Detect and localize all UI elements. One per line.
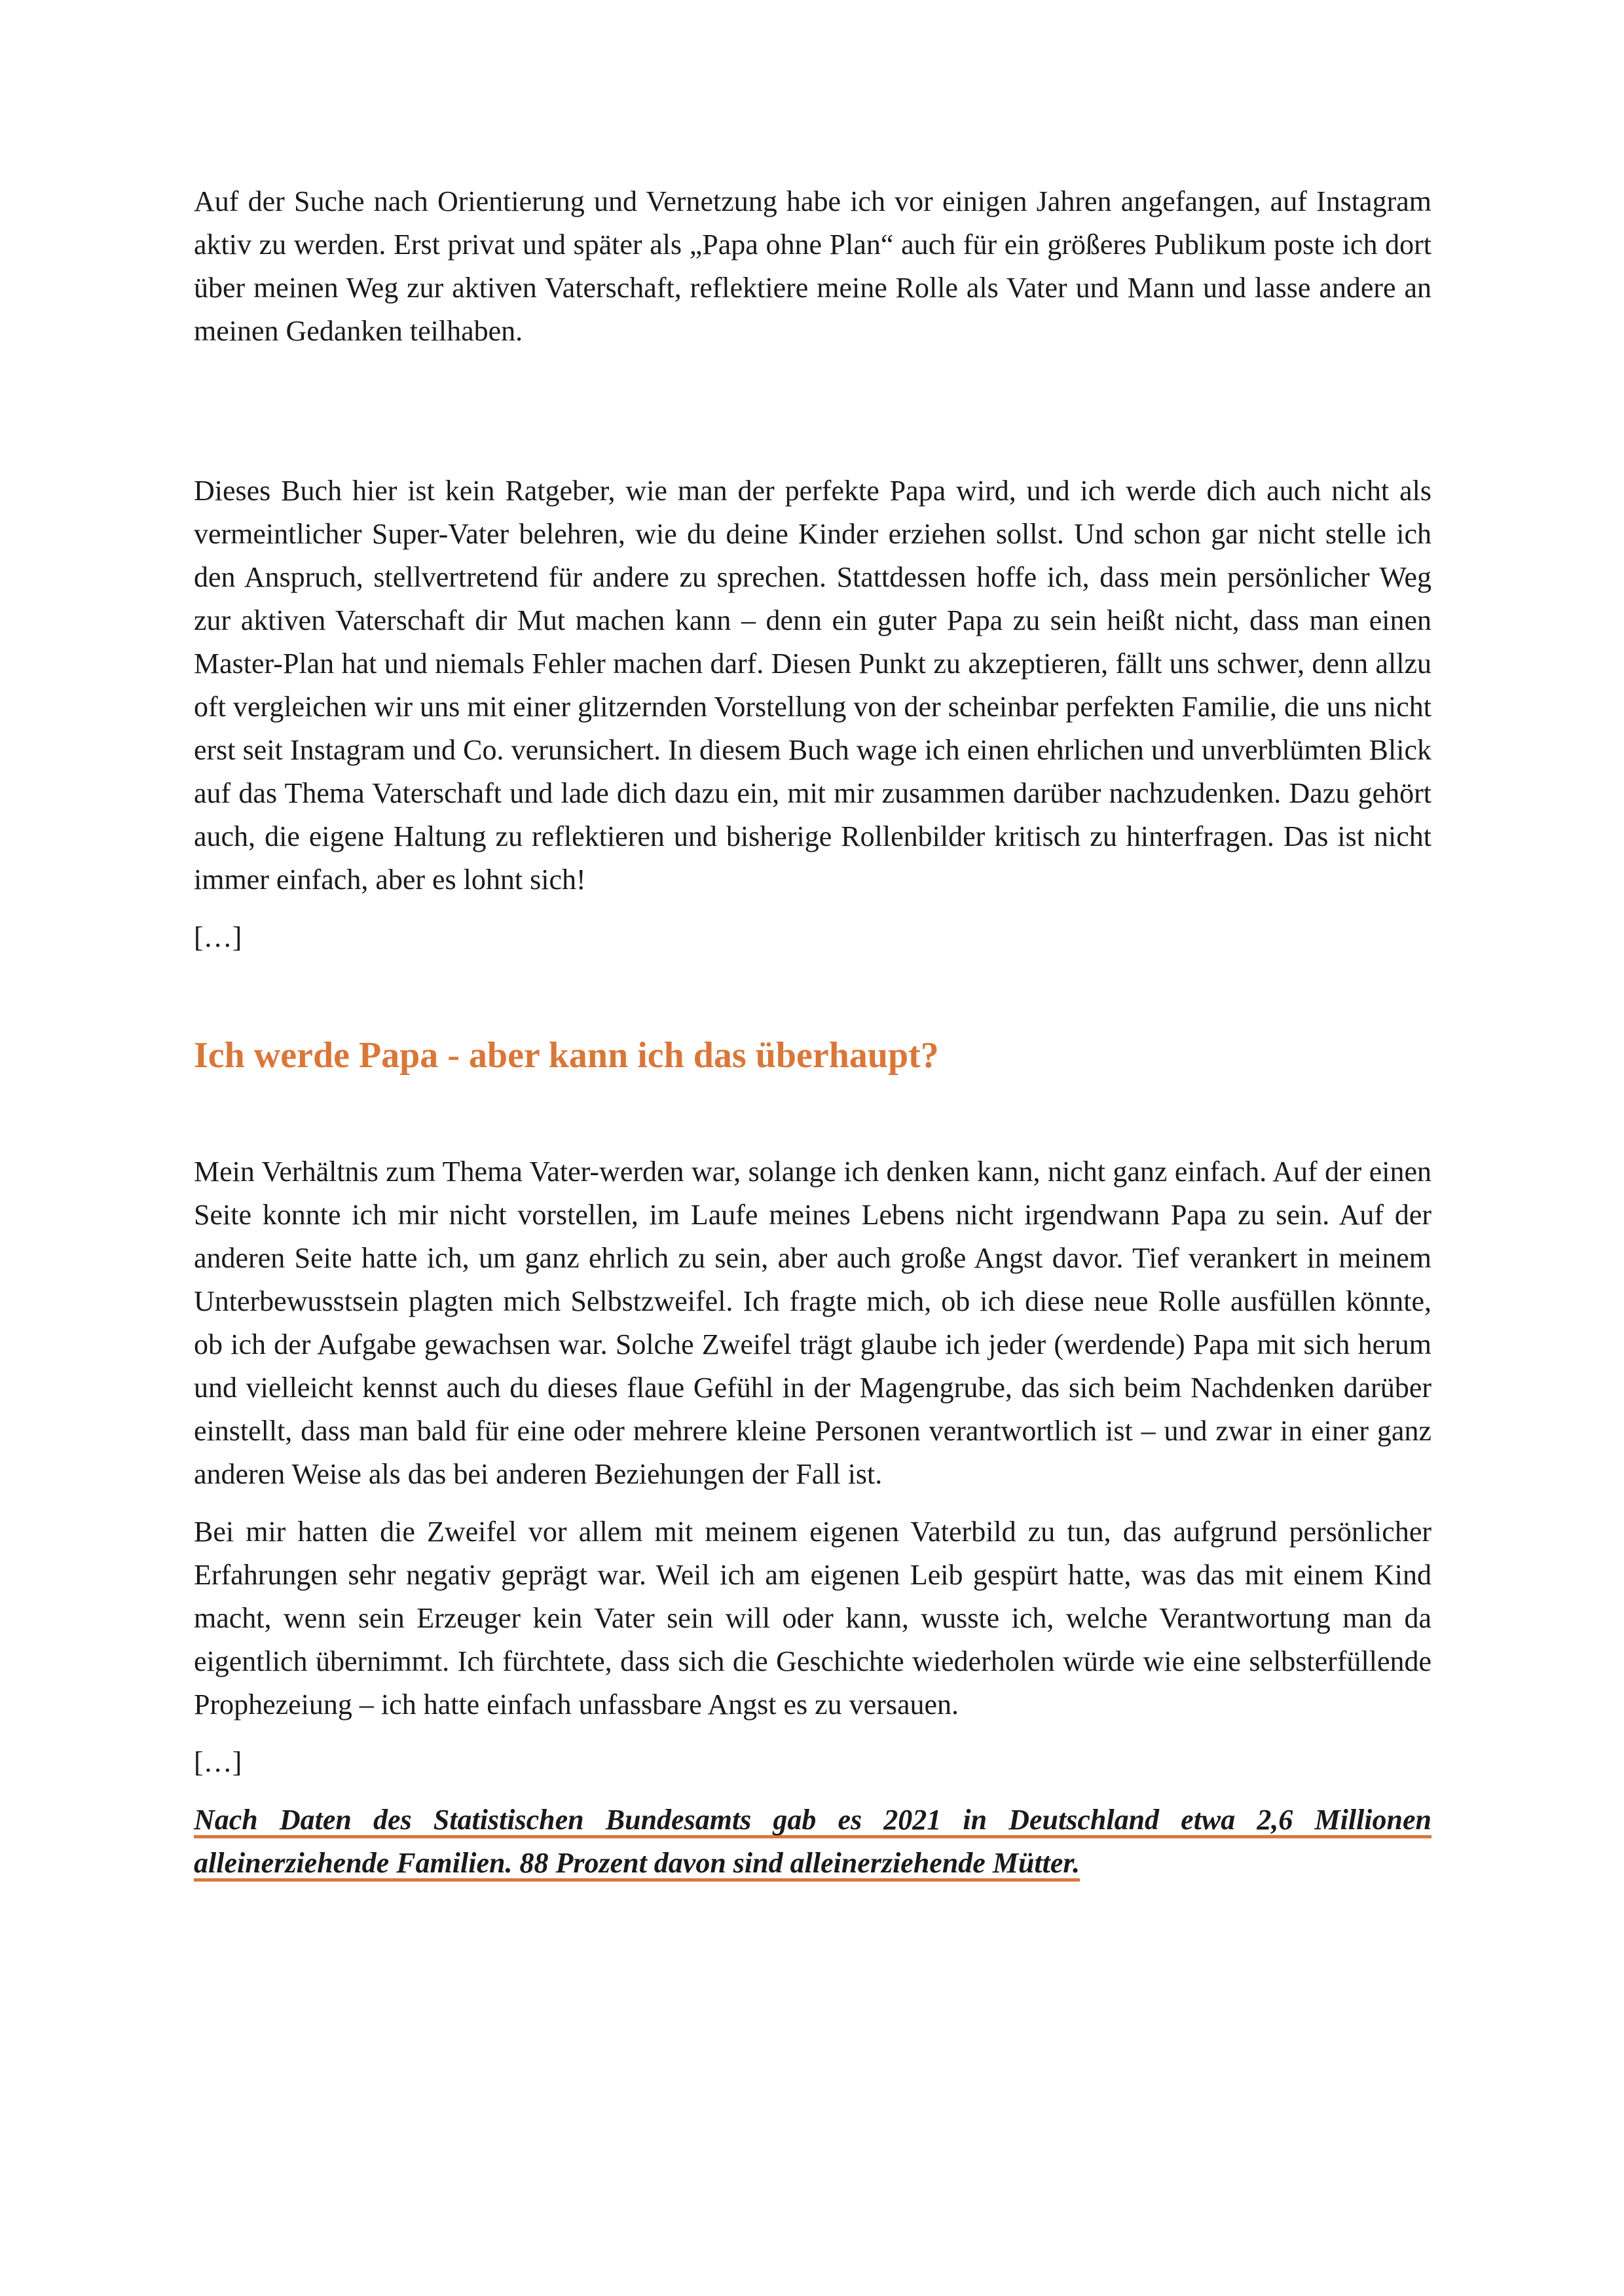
statistics-highlight [194,1798,1431,1885]
omission-marker-2: […] [194,1746,242,1778]
statistics-highlight-text: Nach Daten des Statistischen Bundesamts gab es 2021 in Deutschland etwa 2,6 Millionen alleinerziehende Familien. 88 Prozent davon sind alleinerziehende Mütter. [194,1804,1431,1879]
intro-paragraph: Auf der Suche nach Orientierung und Vernetzung habe ich vor einigen Jahren angefangen, auf Instagram aktiv zu werden. Erst privat und später als „Papa ohne Plan“ auch für ein größeres Publikum poste ich dort über meinen Weg zur aktiven Vaterschaft, reflektiere meine Rolle als Vater und Mann und lasse andere an meinen Gedanken teilhaben. [194,185,1431,347]
book-purpose-paragraph: Dieses Buch hier ist kein Ratgeber, wie man der perfekte Papa wird, und ich werde dich auch nicht als vermeintlicher Super-Vater belehren, wie du deine Kinder erziehen sollst. Und schon gar nicht stelle ich den Anspruch, stellvertretend für andere zu sprechen. Stattdessen hoffe ich, dass mein persönlicher Weg zur aktiven Vaterschaft dir Mut machen kann – denn ein guter Papa zu sein heißt nicht, dass man einen Master-Plan hat und niemals Fehler machen darf. Diesen Punkt zu akzeptieren, fällt uns schwer, denn allzu oft vergleichen wir uns mit einer glitzernden Vorstellung von der scheinbar perfekten Familie, die uns nicht erst seit Instagram und Co. verunsichert. In diesem Buch wage ich einen ehrlichen und unverblümten Blick auf das Thema Vaterschaft und lade dich dazu ein, mit mir zusammen darüber nachzudenken. Dazu gehört auch, die eigene Haltung zu reflektieren und bisherige Rollenbilder kritisch zu hinterfragen. Das ist nicht immer einfach, aber es lohnt sich! [194,475,1431,896]
fatherhood-doubts-paragraph: Mein Verhältnis zum Thema Vater-werden war, solange ich denken kann, nicht ganz einfach. Auf der einen Seite konnte ich mir nicht vorstellen, im Laufe meines Lebens nicht irgendwann Papa zu sein. Auf der anderen Seite hatte ich, um ganz ehrlich zu sein, aber auch große Angst davor. Tief verankert in meinem Unterbewusstsein plagten mich Selbstzweifel. Ich fragte mich, ob ich diese neue Rolle ausfüllen könnte, ob ich der Aufgabe gewachsen war. Solche Zweifel trägt glaube ich jeder (werdende) Papa mit sich herum und vielleicht kennst auch du dieses flaue Gefühl in der Magengrube, das sich beim Nachdenken darüber einstellt, dass man bald für eine oder mehrere kleine Personen verantwortlich ist – und zwar in einer ganz anderen Weise als das bei anderen Beziehungen der Fall ist. [194,1156,1431,1490]
document-page [194,180,1431,1885]
father-image-paragraph: Bei mir hatten die Zweifel vor allem mit meinem eigenen Vaterbild zu tun, das aufgrund persönlicher Erfahrungen sehr negativ geprägt war. Weil ich am eigenen Leib gespürt hatte, was das mit einem Kind macht, wenn sein Erzeuger kein Vater sein will oder kann, wusste ich, welche Verantwortung man da eigentlich übernimmt. Ich fürchtete, dass sich die Geschichte wiederholen würde wie eine selbsterfüllende Prophezeiung – ich hatte einfach unfassbare Angst es zu versauen. [194,1516,1431,1721]
omission-marker: […] [194,921,242,953]
section-heading: Ich werde Papa - aber kann ich das überhaupt? [194,1035,939,1076]
